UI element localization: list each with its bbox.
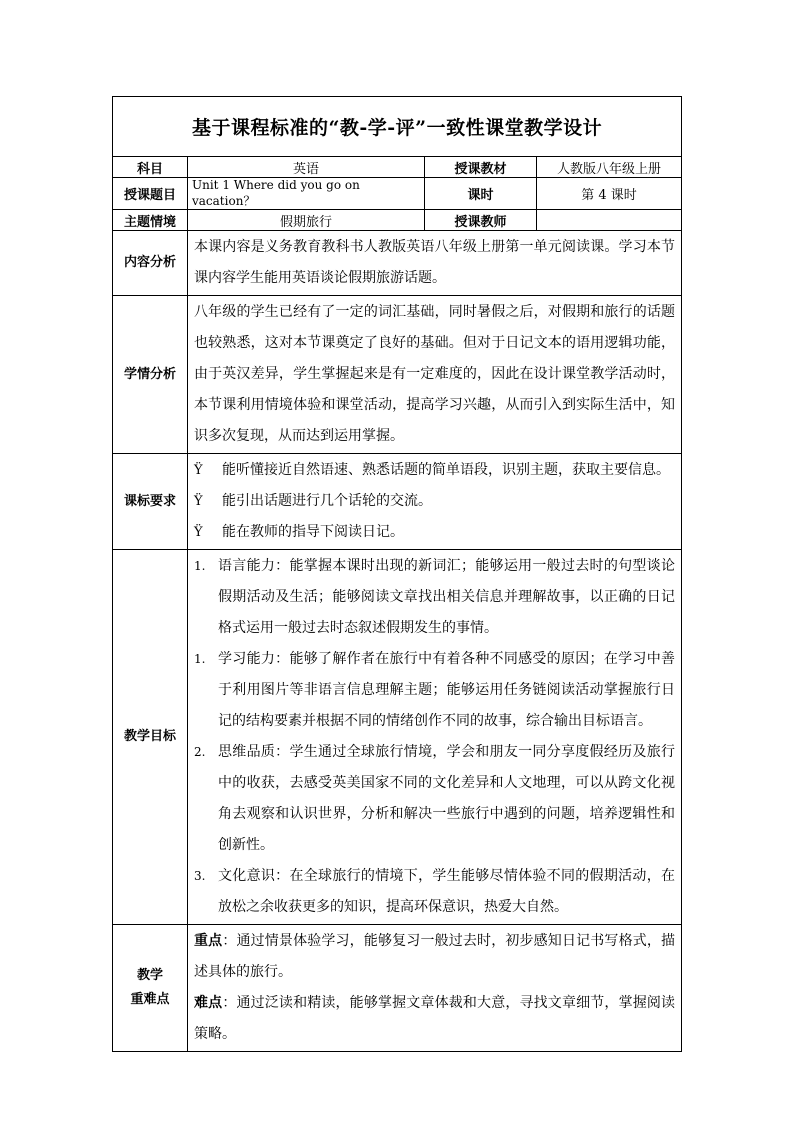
objective-text: 语言能力：能掌握本课时出现的新词汇；能够运用一般过去时的句型谈论假期活动及生活；能够阅读文章找出相关信息并理解故事，以正确的日记格式运用一般过去时态叙述假期发生的事情。	[218, 558, 676, 636]
theme-label: 主题情境	[113, 210, 188, 231]
subject-label: 科目	[113, 157, 188, 178]
theme-value: 假期旅行	[188, 210, 425, 231]
subject-value: 英语	[188, 157, 425, 178]
standards-row	[113, 454, 682, 550]
list-item	[194, 644, 675, 737]
bullet-marker: Ÿ	[194, 525, 203, 540]
bullet-marker: Ÿ	[194, 463, 203, 478]
info-row-subject	[113, 157, 682, 178]
key-points-row	[113, 925, 682, 1052]
student-analysis-row	[113, 296, 682, 454]
difficulty-text: ：通过泛读和精读，能够掌握文章体裁和大意，寻找文章细节，掌握阅读策略。	[194, 995, 676, 1042]
item-number: 1.	[194, 652, 206, 666]
list-item	[194, 455, 675, 486]
document-title: 基于课程标准的“教-学-评”一致性课堂教学设计	[113, 97, 682, 157]
standards-label: 课标要求	[113, 454, 188, 550]
textbook-value: 人教版八年级上册	[537, 157, 682, 178]
objectives-list	[188, 550, 682, 925]
list-item	[194, 517, 675, 548]
teacher-label: 授课教师	[425, 210, 537, 231]
list-item	[194, 551, 675, 644]
lesson-design-table	[112, 96, 682, 1052]
content-analysis-label: 内容分析	[113, 231, 188, 296]
objective-text: 学习能力：能够了解作者在旅行中有着各种不同感受的原因；在学习中善于利用图片等非语言信息理解主题；能够运用任务链阅读活动掌握旅行日记的结构要素并根据不同的情绪创作不同的故事，综合输出目标语言。	[218, 651, 676, 729]
objective-text: 文化意识：在全球旅行的情境下，学生能够尽情体验不同的假期活动，在放松之余收获更多的知识，提高环保意识，热爱大自然。	[218, 868, 676, 915]
standard-text: 能在教师的指导下阅读日记。	[222, 524, 404, 540]
key-points-label-line2: 重难点	[130, 992, 170, 1007]
list-item	[194, 737, 675, 861]
key-points-text	[188, 925, 682, 1052]
focus-label: 重点	[194, 933, 223, 949]
info-row-topic	[113, 178, 682, 210]
teacher-value	[537, 210, 682, 231]
difficulty-label: 难点	[194, 995, 223, 1011]
info-row-theme	[113, 210, 682, 231]
standards-list	[188, 454, 682, 550]
content-analysis-text: 本课内容是义务教育教科书人教版英语八年级上册第一单元阅读课。学习本节课内容学生能用英语谈论假期旅游话题。	[188, 231, 682, 296]
textbook-label: 授课教材	[425, 157, 537, 178]
list-item	[194, 486, 675, 517]
focus-text: ：通过情景体验学习，能够复习一般过去时，初步感知日记书写格式，描述具体的旅行。	[194, 933, 676, 980]
standard-text: 能听懂接近自然语速、熟悉话题的简单语段，识别主题，获取主要信息。	[222, 462, 670, 478]
key-points-label-line1: 教学	[136, 968, 163, 983]
focus-paragraph	[194, 926, 675, 988]
item-number: 1.	[194, 559, 206, 573]
topic-value: Unit 1 Where did you go on vacation？	[188, 178, 425, 210]
key-points-label	[113, 925, 188, 1052]
bullet-marker: Ÿ	[194, 494, 203, 509]
period-label: 课时	[425, 178, 537, 210]
item-number: 3.	[194, 869, 206, 883]
objective-text: 思维品质：学生通过全球旅行情境，学会和朋友一同分享度假经历及旅行中的收获，去感受英美国家不同的文化差异和人文地理，可以从跨文化视角去观察和认识世界，分析和解决一些旅行中遇到的问题，培养逻辑性和创新性。	[218, 744, 676, 853]
list-item	[194, 861, 675, 923]
topic-label: 授课题目	[113, 178, 188, 210]
item-number: 2.	[194, 745, 206, 759]
objectives-row	[113, 550, 682, 925]
period-value: 第 4 课时	[537, 178, 682, 210]
student-analysis-text: 八年级的学生已经有了一定的词汇基础，同时暑假之后，对假期和旅行的话题也较熟悉，这对本节课奠定了良好的基础。但对于日记文本的语用逻辑功能，由于英汉差异，学生掌握起来是有一定难度的，因此在设计课堂教学活动时，本节课利用情境体验和课堂活动，提高学习兴趣，从而引入到实际生活中，知识多次复现，从而达到运用掌握。	[188, 296, 682, 454]
objectives-label: 教学目标	[113, 550, 188, 925]
standard-text: 能引出话题进行几个话轮的交流。	[222, 493, 432, 509]
content-analysis-row	[113, 231, 682, 296]
difficulty-paragraph	[194, 988, 675, 1050]
student-analysis-label: 学情分析	[113, 296, 188, 454]
